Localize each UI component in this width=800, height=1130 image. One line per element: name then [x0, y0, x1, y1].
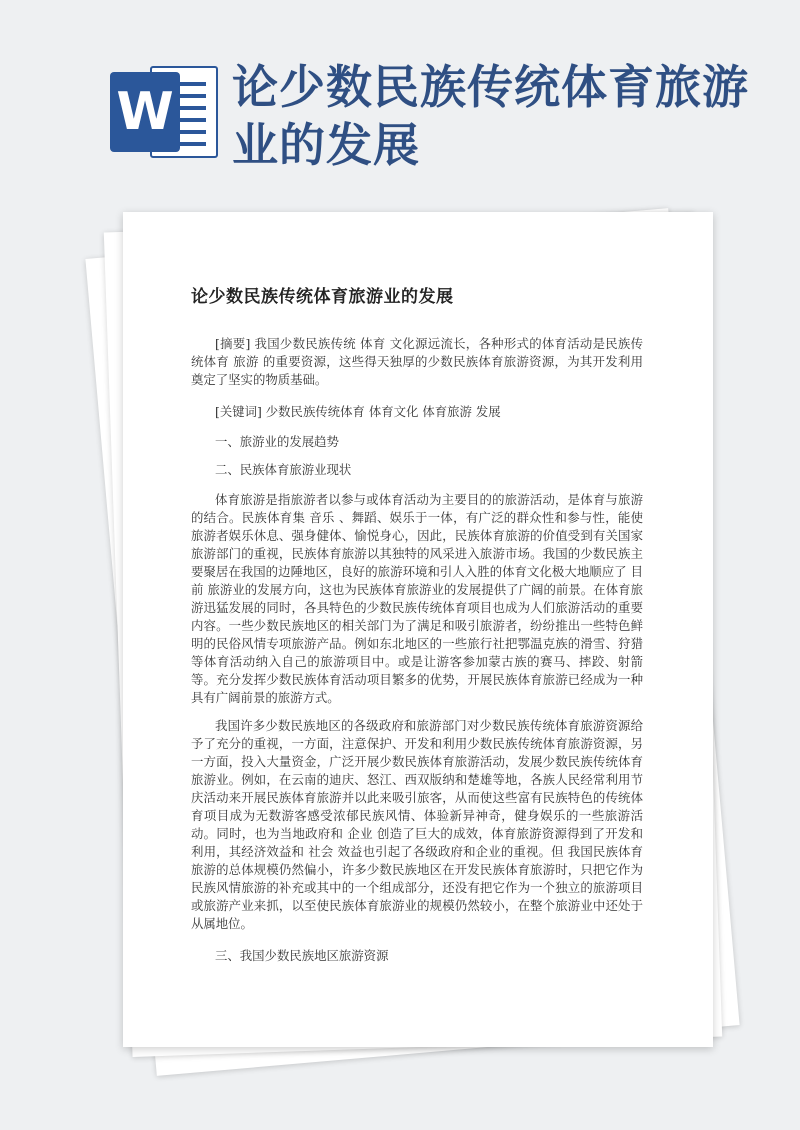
word-letter-badge: W — [110, 72, 180, 152]
body-paragraph: 我国许多少数民族地区的各级政府和旅游部门对少数民族传统体育旅游资源给予了充分的重视，一方面，注意保护、开发和利用少数民族传统体育旅游资源，另一方面，投入大量资金，广泛开展少数民族体育旅游活动，发展少数民族传统体育旅游业。例如，在云南的迪庆、怒江、西双版纳和楚雄等地，各族人民经常利用节庆活动来开展民族体育旅游并以此来吸引旅客，从而使这些富有民族特色的传统体育项目成为无数游客感受浓郁民族风情、体验新异神奇，健身娱乐的一些旅游活动。同时，也为当地政府和 企业 创造了巨大的成效，体育旅游资源得到了开发和利用，其经济效益和 社会 效益也引起了各级政府和企业的重视。但 我国民族体育旅游的总体规模仍然偏小，许多少数民族地区在开发民族体育旅游时，只把它作为民族风情旅游的补充或其中的一个组成部分，还没有把它作为一个独立的旅游项目或旅游产业来抓，以至使民族体育旅游业的规模仍然较小，在整个旅游业中还处于从属地位。 — [191, 718, 643, 931]
document-title: 论少数民族传统体育旅游业的发展 — [191, 287, 454, 307]
section-heading: 二、民族体育旅游业现状 — [215, 462, 352, 477]
document-page — [123, 212, 713, 1047]
hero-title: 论少数民族传统体育旅游业的发展 — [232, 60, 749, 172]
keywords: [关键词] 少数民族传统体育 体育文化 体育旅游 发展 — [215, 404, 501, 419]
section-heading: 三、我国少数民族地区旅游资源 — [215, 948, 389, 963]
section-heading: 一、旅游业的发展趋势 — [215, 434, 339, 449]
abstract: [摘要] 我国少数民族传统 体育 文化源远流长，各种形式的体育活动是民族传统体育 旅游 的重要资源，这些得天独厚的少数民族体育旅游资源，为其开发利用奠定了坚实的物质基础。 — [191, 336, 643, 387]
body-paragraph: 体育旅游是指旅游者以参与或体育活动为主要目的的旅游活动，是体育与旅游的结合。民族体育集 音乐 、舞蹈、娱乐于一体，有广泛的群众性和参与性，能使旅游者娱乐休息、强身健体、愉悦身心，因此，民族体育旅游的价值受到有关国家旅游部门的重视，民族体育旅游以其独特的风采进入旅游市场。我国的少数民族主要聚居在我国的边陲地区，良好的旅游环境和引人入胜的体育文化极大地顺应了 目前 旅游业的发展方向，这也为民族体育旅游业的发展提供了广阔的前景。在体育旅游迅猛发展的同时，各具特色的少数民族传统体育项目也成为人们旅游活动的重要内容。一些少数民族地区的相关部门为了满足和吸引旅游者，纷纷推出一些特色鲜明的民俗风情专项旅游产品。例如东北地区的一些旅行社把鄂温克族的滑雪、狩猎等体育活动纳入自己的旅游项目中。或是让游客参加蒙古族的赛马、摔跤、射箭等。充分发挥少数民族体育活动项目繁多的优势，开展民族体育旅游已经成为一种具有广阔前景的旅游方式。 — [191, 492, 643, 705]
word-document-icon — [110, 62, 218, 162]
